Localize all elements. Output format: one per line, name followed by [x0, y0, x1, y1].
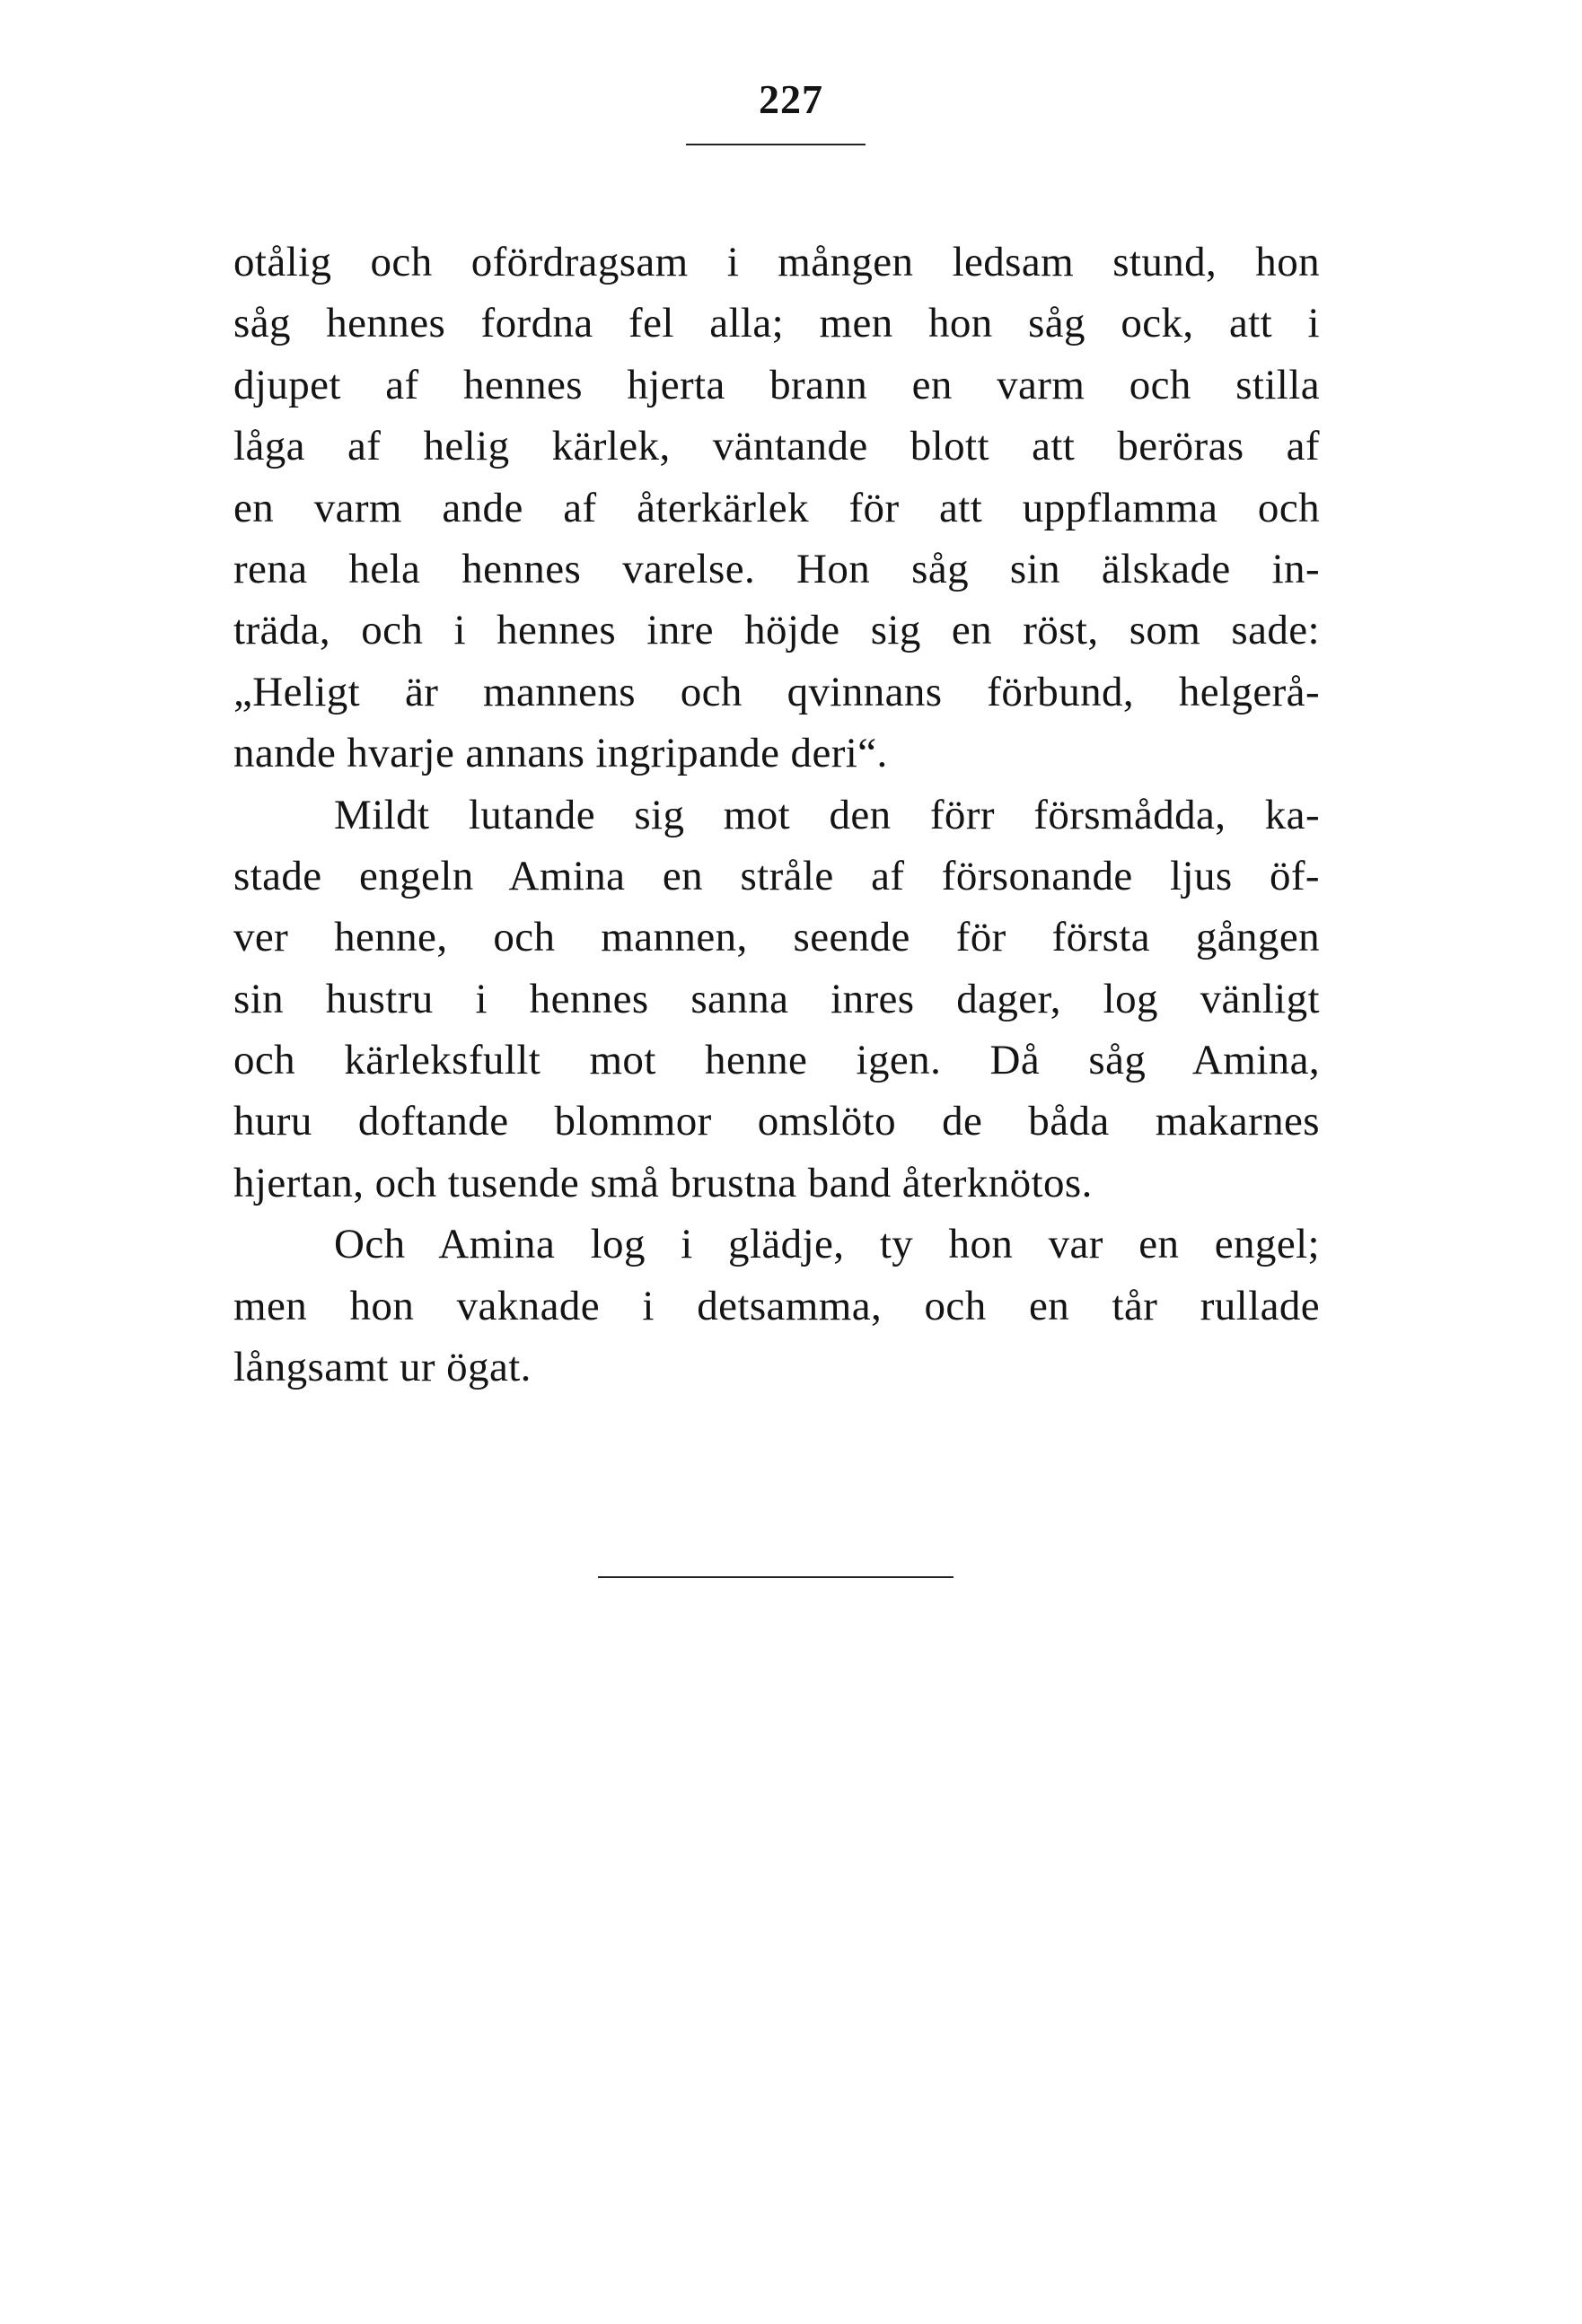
text-line: ver henne, och mannen, seende för första gången [233, 914, 1320, 961]
text-line: träda, och i hennes inre höjde sig en röst, som sade: [233, 607, 1320, 654]
text-line: Och Amina log i glädje, ty hon var en engel; [334, 1221, 1320, 1268]
page-number [0, 75, 1582, 123]
text-line: en varm ande af återkärlek för att uppflamma och [233, 484, 1320, 531]
text-line: långsamt ur ögat. [233, 1344, 532, 1391]
end-rule [598, 1576, 954, 1578]
text-line: och kärleksfullt mot henne igen. Då såg Amina, [233, 1037, 1320, 1084]
text-line: djupet af hennes hjerta brann en varm och stilla [233, 361, 1320, 408]
text-line: „Heligt är mannens och qvinnans förbund, helgerå- [233, 668, 1320, 715]
text-line: men hon vaknade i detsamma, och en tår rullade [233, 1282, 1320, 1329]
text-line: stade engeln Amina en stråle af försonande ljus öf- [233, 852, 1320, 899]
text-line: huru doftande blommor omslöto de båda makarnes [233, 1098, 1320, 1145]
text-line: låga af helig kärlek, väntande blott att beröras af [233, 423, 1320, 470]
text-line: sin hustru i hennes sanna inres dager, log vänligt [233, 975, 1320, 1022]
text-line: otålig och ofördragsam i mången ledsam stund, hon [233, 239, 1320, 285]
text-line: rena hela hennes varelse. Hon såg sin älskade in- [233, 545, 1320, 592]
text-line: hjertan, och tusende små brustna band återknötos. [233, 1159, 1093, 1206]
text-line: Mildt lutande sig mot den förr försmådda, ka- [334, 791, 1320, 838]
text-line: såg hennes fordna fel alla; men hon såg ock, att i [233, 300, 1320, 347]
text-line: nande hvarje annans ingripande deri“. [233, 730, 888, 777]
header-rule [686, 144, 866, 145]
body-text [233, 232, 1320, 1398]
page-number-text: 227 [759, 76, 823, 122]
